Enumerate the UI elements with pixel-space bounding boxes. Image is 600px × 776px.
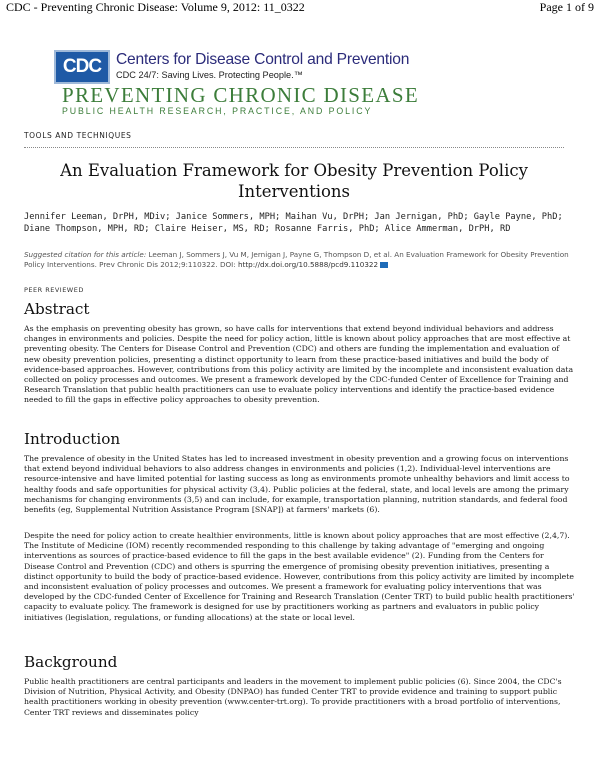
journal-subtitle: PUBLIC HEALTH RESEARCH, PRACTICE, AND POLICY (62, 106, 373, 116)
article-authors: Jennifer Leeman, DrPH, MDiv; Janice Sommers, MPH; Maihan Vu, DrPH; Jan Jernigan, PhD; Gayle Payne, PhD; Diane Thompson, MPH, RD; Claire Heiser, MS, RD; Rosanne Farris, PhD; Alice Ammerman, DrPH, RD (24, 212, 563, 234)
introduction-paragraph-2: Despite the need for policy action to create healthier environments, little is known about policy approaches that are most effective (2,4,7). The Institute of Medicine (IOM) recently recommended responding to this challenge by taking advantage of "emerging and ongoing interventions as sources of practice-based evidence to fill the gaps in the best available evidence" (2). Funding from the Centers for Disease Control and Prevention (CDC) and others is spurring the emergence of promising obesity prevention initiatives, presenting a distinct opportunity to build the body of practice-based evidence. However, contributions from this policy activity are limited by incomplete and inconsistent evaluation of policy processes and outcomes. We present a framework for evaluating policy interventions that was developed by the CDC-funded Center of Excellence for Training and Research Translation (Center TRT) to build public health practitioners' capacity to evaluate policy. The framework is designed for use by practitioners working as partners and evaluators in public policy initiatives (legislation, regulations, or funding allocations) at the state or local level. (24, 531, 575, 622)
journal-masthead[interactable] (54, 50, 554, 120)
article-category: TOOLS AND TECHNIQUES (24, 131, 132, 140)
print-header-page: Page 1 of 9 (539, 0, 594, 14)
background-paragraph-1: Public health practitioners are central participants and leaders in the movement to implement public policies (6). Since 2004, the CDC's Division of Nutrition, Physical Activity, and Obesity (DNPAO) has funded Center TRT to provide evidence and training to support public health practitioners working in obesity prevention (www.center-trt.org). To provide practitioners with a broad portfolio of interventions, Center TRT reviews and disseminates policy (24, 677, 562, 717)
abstract-heading: Abstract (24, 300, 90, 318)
citation-text: Leeman J, Sommers J, Vu M, Jernigan J, Payne G, Thompson D, et al. An Evaluation Framework for Obesity Prevention Policy Interventions. Prev Chronic Dis 2012;9:110322. DOI: (24, 250, 569, 269)
print-header (6, 0, 594, 14)
divider (24, 147, 564, 148)
cdc-tagline: CDC 24/7: Saving Lives. Protecting People.™ (116, 70, 303, 80)
introduction-paragraph-1: The prevalence of obesity in the United States has led to increased investment in obesity prevention and a growing focus on interventions that extend beyond individual behaviors to also address changes in environments and policies (1,2). Individual-level interventions are resource-intensive and have limited potential for lasting success as long as environments promote unhealthy behaviors and limit access to healthy foods and safe opportunities for physical activity (3,4). Public policies at the federal, state, and local levels are among the primary mechanisms for changing environments (3,5) and can include, for example, transportation planning, nutrition standards, and federal food benefits (eg, Supplemental Nutrition Assistance Program [SNAP]) at farmers' markets (6). (24, 454, 570, 515)
background-heading: Background (24, 653, 118, 671)
abstract-text: As the emphasis on preventing obesity has grown, so have calls for interventions that extend beyond individual behaviors and address changes in environments and policies. Despite the need for policy action, little is known about policy approaches that are most effective at preventing obesity. The Centers for Disease Control and Prevention (CDC) and others are funding the implementation and evaluation of new obesity prevention policies, presenting a distinct opportunity to learn from these practice-based initiatives and build the body of evidence-based approaches. However, contributions from this policy activity are limited by the incomplete and inconsistent evaluation data collected on policy processes and outcomes. We present a framework developed by the CDC-funded Center of Excellence for Training and Research Translation that public health practitioners can use to evaluate policy interventions and identify the practice-based evidence needed to fill the gaps in effective policy approaches to obesity prevention. (24, 324, 574, 405)
journal-title: PREVENTING CHRONIC DISEASE (62, 83, 419, 107)
cdc-org-name: Centers for Disease Control and Prevention (116, 51, 410, 68)
article-title: An Evaluation Framework for Obesity Prevention Policy Interventions (60, 161, 528, 201)
print-header-title: CDC - Preventing Chronic Disease: Volume 9, 2012: 11_0322 (6, 0, 305, 14)
cdc-logo-icon: CDC (54, 50, 110, 84)
citation-label: Suggested citation for this article: (24, 250, 147, 259)
external-link-icon[interactable] (380, 262, 388, 268)
suggested-citation (24, 250, 570, 269)
doi-link[interactable]: http://dx.doi.org/10.5888/pcd9.110322 (237, 259, 379, 269)
peer-reviewed-label: PEER REVIEWED (24, 286, 84, 294)
introduction-heading: Introduction (24, 430, 121, 448)
